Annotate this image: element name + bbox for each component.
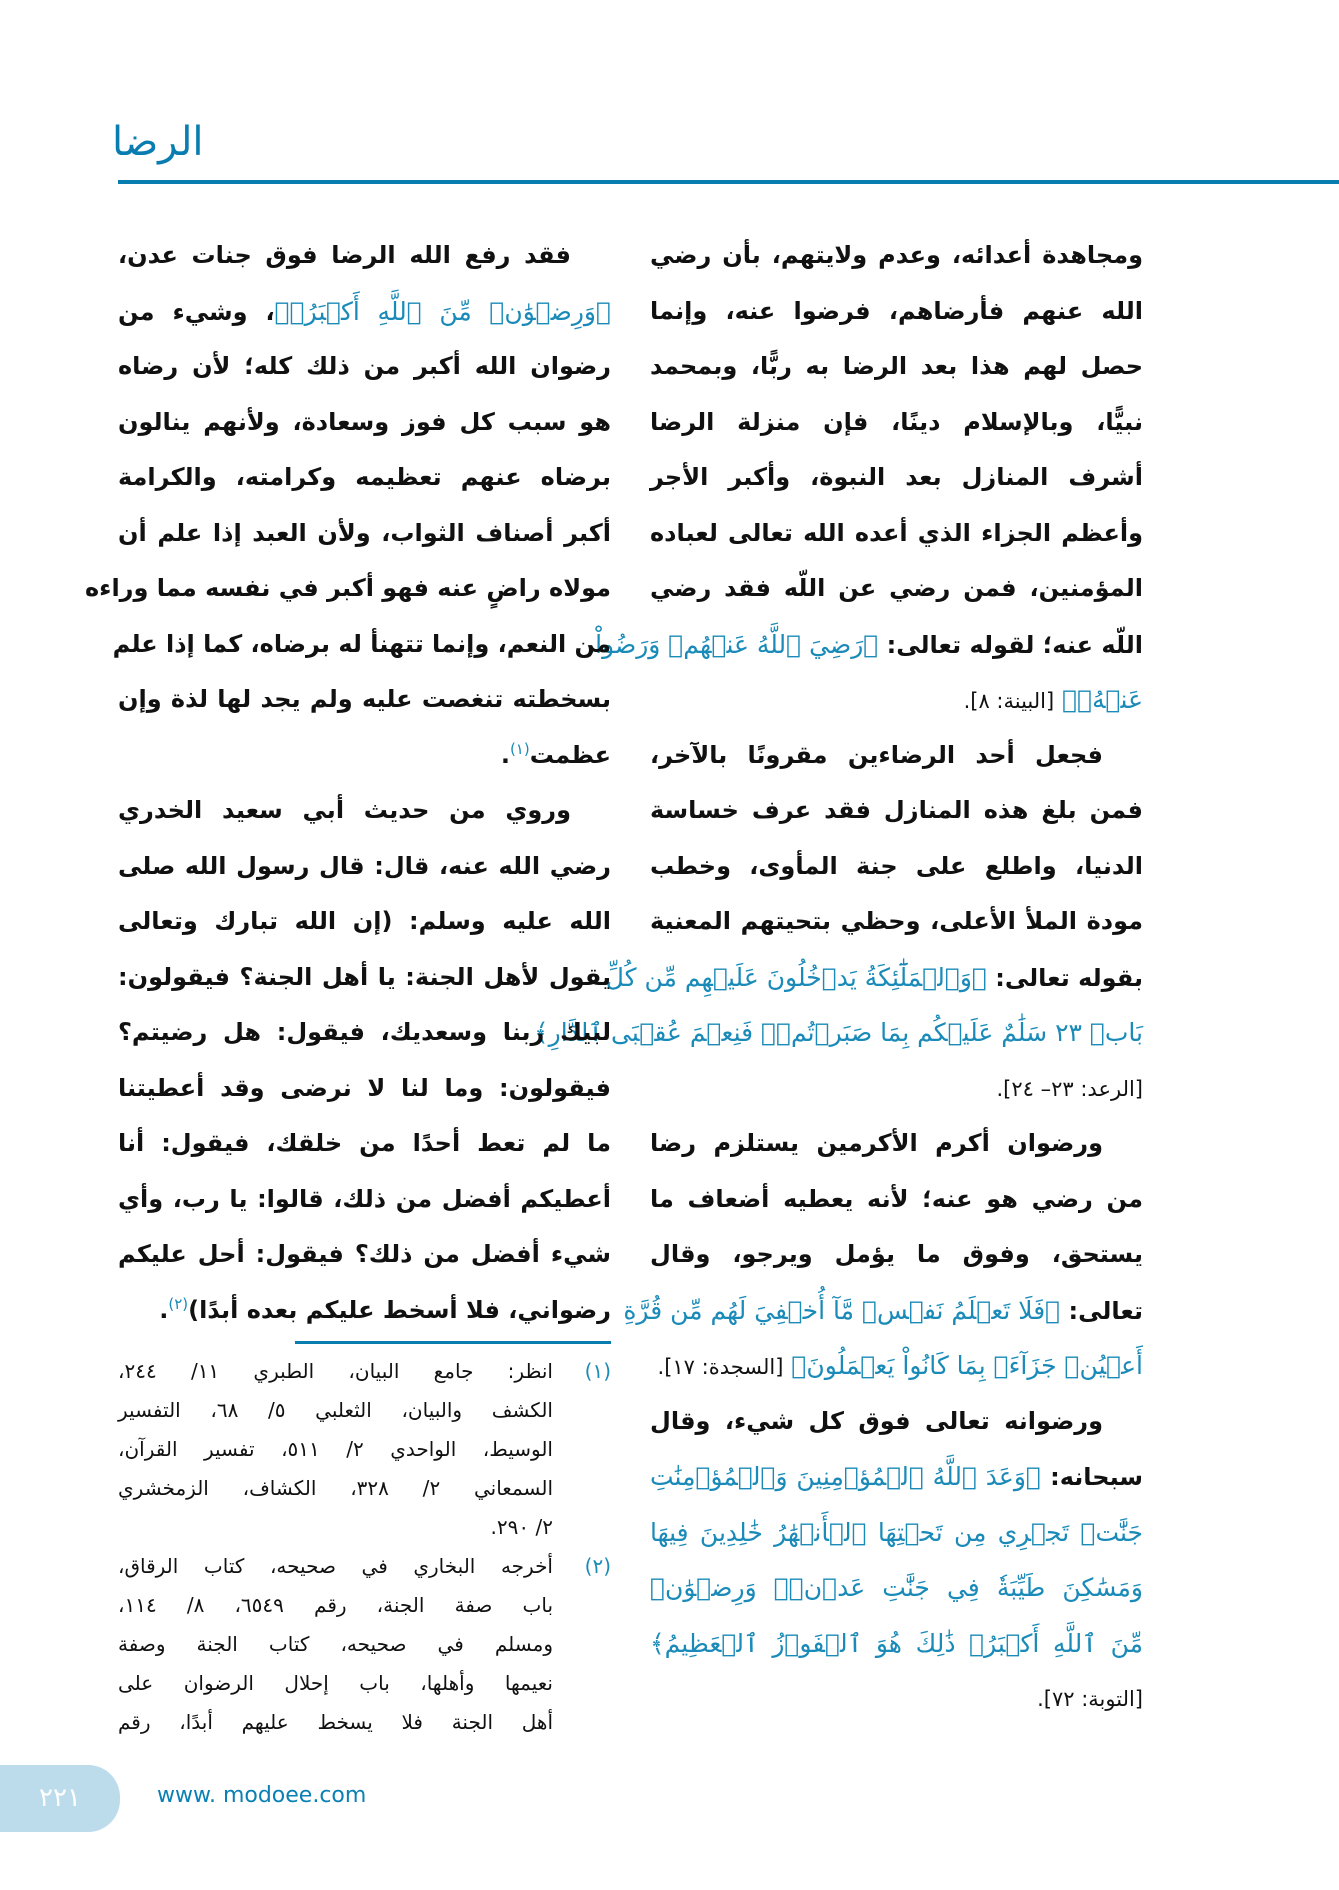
text-line — [118, 395, 611, 451]
body-text: وروي من حديث أبي سعيد الخدري — [118, 796, 571, 824]
header-divider — [118, 180, 1339, 184]
quran-verse: ﴿فَلَا تَعۡلَمُ نَفۡسٞ مَّآ أُخۡفِيَ لَهُم مِّن قُرَّةِ — [623, 1295, 1061, 1325]
text-line — [118, 950, 611, 1006]
left-column — [85, 228, 611, 1338]
body-text: . — [159, 1295, 169, 1324]
body-text: ، وشيء من — [118, 297, 275, 326]
footnote-marker[interactable]: (١) — [509, 739, 530, 758]
text-line — [650, 894, 1143, 950]
body-text: فقد رفع الله الرضا فوق جنات عدن، — [118, 241, 571, 269]
body-text: الدنيا، واطلع على جنة المأوى، وخطب — [650, 851, 1143, 880]
body-text: هو سبب كل فوز وسعادة، ولأنهم ينالون — [118, 407, 611, 436]
body-text: فجعل أحد الرضاءين مقرونًا بالآخر، — [650, 740, 1103, 769]
text-line — [650, 1172, 1143, 1228]
footnote — [118, 1547, 611, 1742]
text-line — [595, 617, 1143, 673]
footnote-line: باب صفة الجنة، رقم ٦٥٤٩، ٨/ ١١٤، — [118, 1593, 554, 1617]
body-text: بقوله تعالى: — [986, 963, 1143, 992]
website-link[interactable]: www. modoee.com — [157, 1783, 367, 1808]
text-line — [650, 1449, 1143, 1505]
body-text: أكبر أصناف الثواب، ولأن العبد إذا علم أن — [118, 518, 611, 547]
body-text: سبحانه: — [1040, 1463, 1143, 1491]
text-line — [650, 1616, 1143, 1672]
body-text: اللّه عنه؛ لقوله تعالى: — [878, 630, 1143, 659]
text-line — [650, 672, 1143, 728]
text-line — [85, 561, 611, 617]
verse-reference: [الرعد: ٢٣– ٢٤]. — [996, 1076, 1143, 1101]
footnote-marker[interactable]: (٢) — [168, 1294, 189, 1313]
text-line — [650, 1061, 1143, 1117]
quran-verse: أَعۡيُنٖ جَزَآءَۢ بِمَا كَانُواْ يَعۡمَلُونَ﴾ — [783, 1351, 1143, 1380]
quran-verse: ﴿وَرِضۡوَٰنٞ مِّنَ ٱللَّهِ أَكۡبَرُۚ﴾ — [274, 296, 611, 326]
hadith-text: يقول لأهل الجنة: يا أهل الجنة؟ فيقولون: — [118, 962, 611, 991]
body-text: برضاه عنهم تعظيمه وكرامته، والكرامة — [118, 463, 611, 491]
text-line — [118, 894, 611, 950]
verse-reference: [البينة: ٨]. — [963, 689, 1055, 713]
footnote-divider — [295, 1341, 611, 1344]
text-line — [650, 1227, 1143, 1283]
body-text: رضي الله عنه، قال: قال رسول الله صلى — [118, 851, 611, 880]
footnote-line: نعيمها وأهلها، باب إحلال الرضوان على — [118, 1671, 553, 1695]
body-text: رضوان الله أكبر من ذلك كله؛ لأن رضاه — [118, 352, 611, 380]
text-line — [650, 1560, 1143, 1616]
text-line — [605, 950, 1143, 1006]
footnote-number: (٢) — [584, 1554, 611, 1578]
text-line — [650, 339, 1143, 395]
footnote-line: ٢/ ٢٩٠. — [490, 1515, 553, 1539]
text-line — [118, 1061, 611, 1117]
body-text: مودة الملأ الأعلى، وحظي بتحيتهم المعنية — [650, 907, 1143, 935]
text-line — [650, 783, 1143, 839]
hadith-text: لبيك ربنا وسعديك، فيقول: هل رضيتم؟ — [118, 1018, 611, 1046]
page-number: ٢٢١ — [0, 1765, 120, 1832]
text-line — [623, 1283, 1143, 1339]
body-text: مولاه راضٍ عنه فهو أكبر في نفسه مما وراءه — [85, 574, 611, 602]
footnote-line: الكشف والبيان، الثعلبي ٥/ ٦٨، التفسير — [118, 1398, 553, 1422]
quran-verse: ﴿وَٱلۡمَلَٰٓئِكَةُ يَدۡخُلُونَ عَلَيۡهِم مِّن كُلِّ — [605, 962, 987, 992]
footnote-line: السمعاني ٢/ ٣٢٨، الكشاف، الزمخشري — [118, 1476, 553, 1500]
text-line — [650, 284, 1143, 340]
body-text: ومجاهدة أعدائه، وعدم ولايتهم، بأن رضي — [650, 241, 1143, 269]
text-line — [118, 284, 611, 340]
text-line — [650, 839, 1143, 895]
body-text: الله عليه وسلم: — [392, 907, 611, 935]
text-line — [118, 228, 611, 284]
text-line — [118, 1116, 611, 1172]
verse-reference: [التوبة: ٧٢]. — [1037, 1687, 1143, 1711]
text-line — [118, 1227, 611, 1283]
text-line — [118, 672, 611, 728]
body-text: عظمت — [529, 740, 611, 769]
text-line — [650, 1116, 1143, 1172]
body-text: حصل لهم هذا بعد الرضا به ربًّا، وبمحمد — [650, 352, 1143, 380]
hadith-text: (إن الله تبارك وتعالى — [118, 907, 393, 935]
quran-verse: جَنَّٰتٖ تَجۡرِي مِن تَحۡتِهَا ٱلۡأَنۡهَٰرُ خَٰلِدِينَ فِيهَا — [650, 1517, 1143, 1547]
text-line — [534, 1005, 1143, 1061]
footnote — [118, 1352, 611, 1547]
quran-verse: عَنۡهُۚ﴾ — [1054, 685, 1143, 714]
text-line — [118, 506, 611, 562]
footnote-number: (١) — [584, 1359, 611, 1383]
text-line — [118, 450, 611, 506]
body-text: تعالى: — [1060, 1296, 1143, 1325]
footnote-line: أخرجه البخاري في صحيحه، كتاب الرقاق، — [118, 1554, 553, 1578]
text-line — [650, 450, 1143, 506]
text-line — [118, 1172, 611, 1228]
text-line — [118, 1283, 611, 1339]
verse-reference: [السجدة: ١٧]. — [657, 1355, 784, 1379]
footnote-line: أهل الجنة فلا يسخط عليهم أبدًا، رقم — [118, 1710, 553, 1734]
body-text: من رضي هو عنه؛ لأنه يعطيه أضعاف ما — [650, 1184, 1143, 1213]
body-text: المؤمنين، فمن رضي عن اللّه فقد رضي — [650, 574, 1143, 602]
body-text: بسخطته تنغصت عليه ولم يجد لها لذة وإن — [118, 685, 611, 713]
body-text: نبيًّا، وبالإسلام دينًا، فإن منزلة الرضا — [650, 407, 1143, 436]
text-line — [112, 617, 611, 673]
text-line — [118, 839, 611, 895]
footnotes — [118, 1352, 611, 1742]
body-text: يستحق، وفوق ما يؤمل ويرجو، وقال — [650, 1240, 1143, 1268]
body-text: فمن بلغ هذه المنازل فقد عرف خساسة — [650, 796, 1143, 824]
chapter-title: الرضا — [112, 119, 204, 165]
body-text: من النعم، وإنما تتهنأ له برضاه، كما إذا علم — [112, 629, 611, 658]
text-line — [650, 1671, 1143, 1727]
body-text: الله عنهم فأرضاهم، فرضوا عنه، وإنما — [650, 296, 1143, 325]
text-line — [118, 783, 611, 839]
text-line — [650, 395, 1143, 451]
text-line — [650, 1394, 1143, 1450]
quran-verse: مِّنَ ٱللَّهِ أَكۡبَرُۚ ذَٰلِكَ هُوَ ٱلۡفَوۡزُ ٱلۡعَظِيمُ﴾ — [650, 1628, 1143, 1658]
hadith-text: شيء أفضل من ذلك؟ فيقول: أحل عليكم — [118, 1240, 611, 1268]
body-text: وأعظم الجزاء الذي أعده الله تعالى لعباده — [650, 518, 1143, 547]
hadith-text: فيقولون: وما لنا لا نرضى وقد أعطيتنا — [118, 1073, 611, 1102]
text-line — [650, 228, 1143, 284]
quran-verse: ﴿رَضِيَ ٱللَّهُ عَنۡهُمۡ وَرَضُواْ — [595, 629, 879, 659]
hadith-text: أعطيكم أفضل من ذلك، قالوا: يا رب، وأي — [118, 1184, 611, 1213]
quran-verse: بَابٖ ٢٣ سَلَٰمٌ عَلَيۡكُم بِمَا صَبَرۡتُمۡۚ فَنِعۡمَ عُقۡبَى ٱلدَّارِ﴾ — [534, 1018, 1143, 1047]
text-line — [650, 728, 1143, 784]
body-text: أشرف المنازل بعد النبوة، وأكبر الأجر — [650, 463, 1143, 491]
hadith-text: رضواني، فلا أسخط عليكم بعده أبدًا) — [188, 1295, 611, 1324]
footnote-line: انظر: جامع البيان، الطبري ١١/ ٢٤٤، — [118, 1359, 553, 1383]
footnote-line: ومسلم في صحيحه، كتاب الجنة وصفة — [118, 1632, 553, 1656]
text-line — [650, 1505, 1143, 1561]
text-line — [118, 728, 611, 784]
body-text: . — [500, 740, 510, 769]
text-line — [118, 339, 611, 395]
quran-verse: ﴿وَعَدَ ٱللَّهُ ٱلۡمُؤۡمِنِينَ وَٱلۡمُؤۡمِنَٰتِ — [650, 1462, 1041, 1491]
body-text: ورضوانه تعالى فوق كل شيء، وقال — [650, 1406, 1103, 1435]
footnote-line: الوسيط، الواحدي ٢/ ٥١١، تفسير القرآن، — [118, 1437, 553, 1461]
text-line — [650, 1338, 1143, 1394]
hadith-text: ما لم تعط أحدًا من خلقك، فيقول: أنا — [118, 1129, 611, 1157]
quran-verse: وَمَسَٰكِنَ طَيِّبَةٗ فِي جَنَّٰتِ عَدۡنٖۚ وَرِضۡوَٰنٞ — [650, 1573, 1143, 1602]
text-line — [118, 1005, 611, 1061]
text-line — [650, 561, 1143, 617]
text-line — [650, 506, 1143, 562]
body-text: ورضوان أكرم الأكرمين يستلزم رضا — [650, 1129, 1103, 1157]
